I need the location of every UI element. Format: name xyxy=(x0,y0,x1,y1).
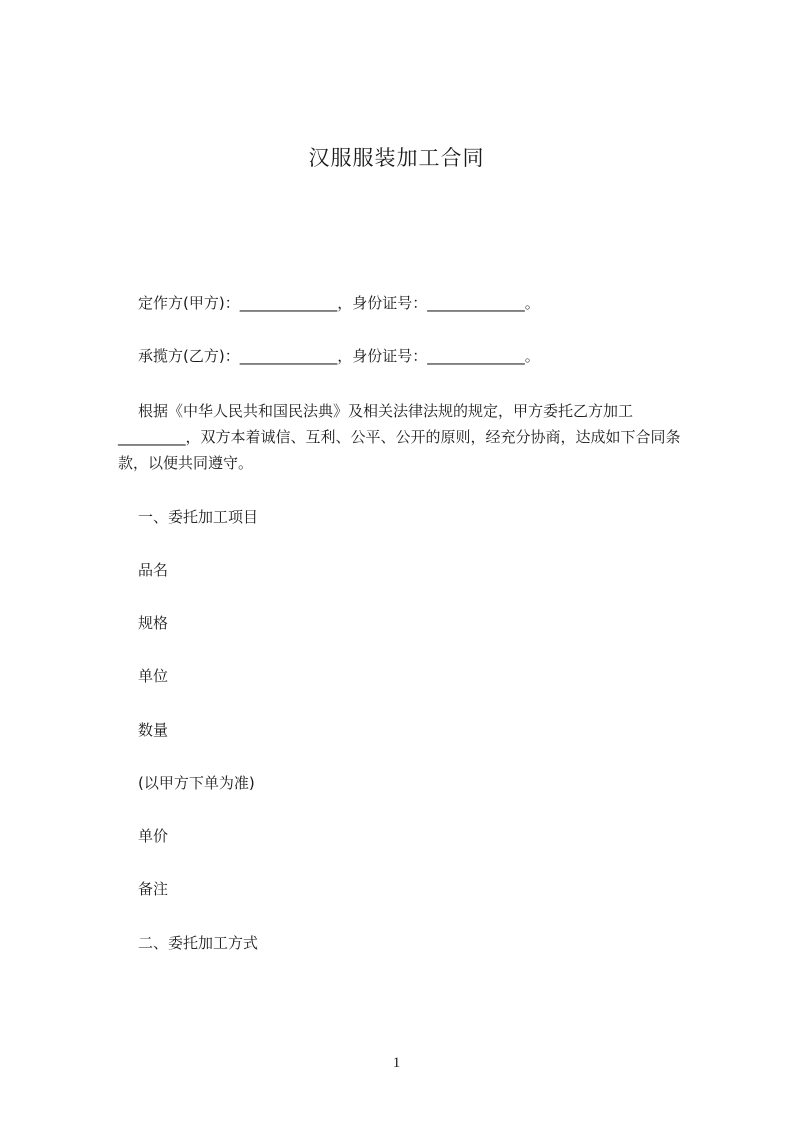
page-number: 1 xyxy=(392,1055,401,1071)
item-remark-label: 备注 xyxy=(138,880,169,898)
section-heading-1: 一、委托加工项目 xyxy=(138,508,259,526)
preamble-paragraph: 根据《中华人民共和国民法典》及相关法律法规的规定，甲方委托乙方加工_________，双方本着诚信、互利、公平、公开的原则，经充分协商，达成如下合同条款，以便共同遵守。 xyxy=(118,402,681,472)
item-name-label: 品名 xyxy=(138,561,169,579)
item-quantity-label: 数量 xyxy=(138,721,169,739)
party-b-line: 承揽方(乙方)：_____________，身份证号：_____________。 xyxy=(138,347,540,365)
item-unit-label: 单位 xyxy=(138,667,169,685)
quantity-note: (以甲方下单为准) xyxy=(138,774,255,792)
section-heading-2: 二、委托加工方式 xyxy=(138,934,259,952)
item-spec-label: 规格 xyxy=(138,614,169,632)
document-title: 汉服服装加工合同 xyxy=(308,146,485,170)
item-price-label: 单价 xyxy=(138,827,169,845)
party-a-line: 定作方(甲方)：_____________，身份证号：_____________。 xyxy=(138,294,540,312)
